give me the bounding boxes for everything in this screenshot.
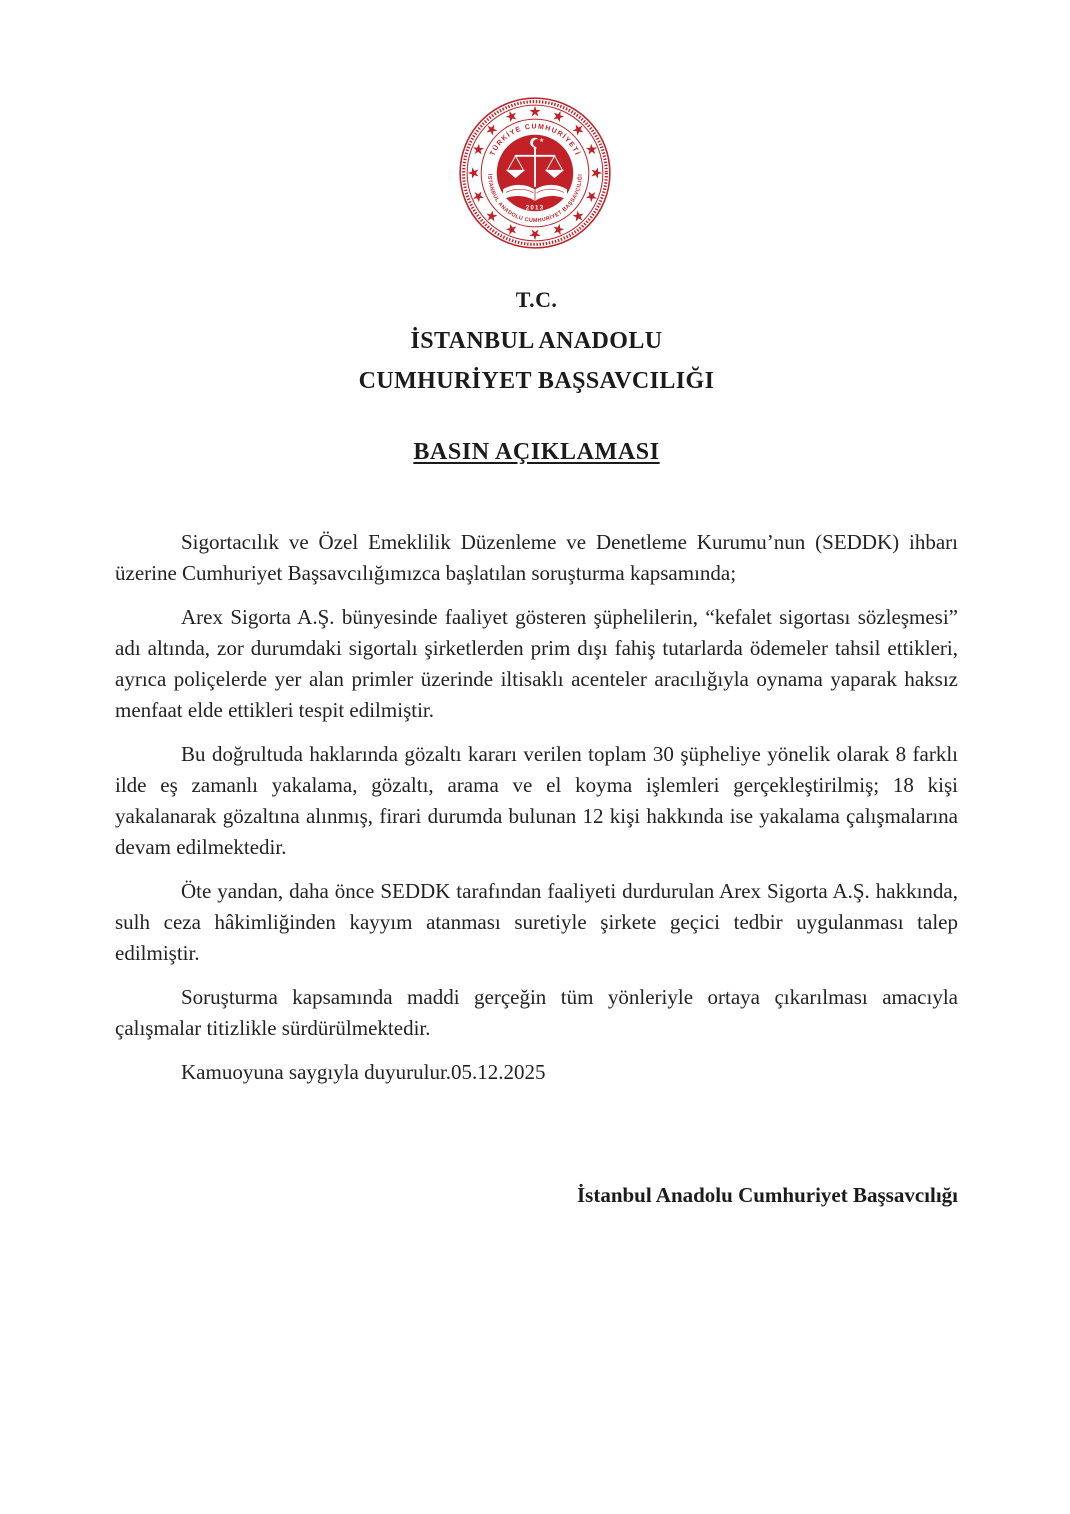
paragraph-2: Arex Sigorta A.Ş. bünyesinde faaliyet gösteren şüphelilerin, “kefalet sigortası sözleşmesi” adı altında, zor durumdaki sigortalı şirketlerden prim dışı fahiş tutarlarda ödemeler tahsil ettikleri, ayrıca poliçelerde yer alan primler üzerinde iltisaklı acenteler aracılığıyla oynama yaparak haksız menfaat elde ettikleri tespit edilmiştir.	[115, 605, 958, 722]
paragraph-1: Sigortacılık ve Özel Emeklilik Düzenleme ve Denetleme Kurumu’nun (SEDDK) ihbarı üzerine Cumhuriyet Başsavcılığımızca başlatılan soruşturma kapsamında;	[115, 530, 958, 585]
header-republic: T.C.	[515, 287, 558, 312]
closing-line: Kamuoyuna saygıyla duyurulur.05.12.2025	[181, 1060, 546, 1084]
seal-top-arc-text: TÜRKİYE CUMHURİYETİ	[489, 123, 581, 158]
signature-office: İstanbul Anadolu Cumhuriyet Başsavcılığı	[576, 1183, 958, 1207]
paragraph-4: Öte yandan, daha önce SEDDK tarafından faaliyeti durdurulan Arex Sigorta A.Ş. hakkında, sulh ceza hâkimliğinden kayyım atanması suretiyle şirkete geçici tedbir uygulanması talep edilmiştir.	[115, 879, 958, 965]
prosecutor-seal	[457, 95, 613, 251]
page-title: BASIN AÇIKLAMASI	[413, 439, 660, 465]
paragraph-5: Soruşturma kapsamında maddi gerçeğin tüm yönleriyle ortaya çıkarılması amacıyla çalışmalar titizlikle sürdürülmektedir.	[115, 985, 958, 1040]
document-body	[115, 527, 958, 1088]
header-office-line2: CUMHURİYET BAŞSAVCILIĞI	[358, 368, 715, 394]
header-office-line1: İSTANBUL ANADOLU	[410, 328, 663, 354]
seal-bottom-arc-text: İSTANBUL ANADOLU CUMHURİYET BAŞSAVCILIĞI	[486, 173, 584, 224]
prosecutor-seal-svg	[457, 95, 613, 251]
paragraph-3: Bu doğrultuda haklarında gözaltı kararı verilen toplam 30 şüpheliye yönelik olarak 8 farklı ilde eş zamanlı yakalama, gözaltı, arama ve el koyma işlemleri gerçekleştirilmiş; 18 kişi yakalanarak gözaltına alınmış, firari durumda bulunan 12 kişi hakkında ise yakalama çalışmalarına devam edilmektedir.	[115, 742, 958, 859]
seal-year: 2013	[525, 204, 545, 212]
